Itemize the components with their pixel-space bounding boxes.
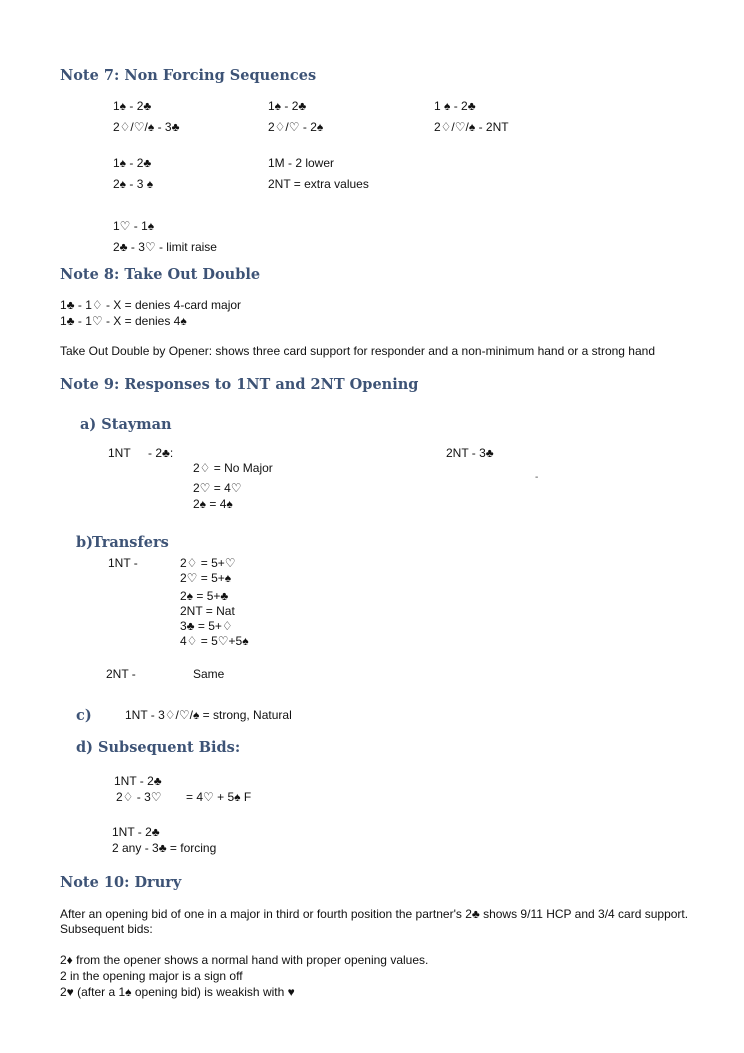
note10-line: 2 in the opening major is a sign off (60, 969, 243, 983)
subsequent-line: 1NT - 2♣ (112, 825, 160, 839)
note7-seq-text: 2NT = extra values (268, 177, 369, 191)
stayman-resp: - 2♣: (148, 446, 174, 460)
note7-heading: Note 7: Non Forcing Sequences (60, 67, 317, 84)
note7-seq-text: 1♠ - 2♣ (113, 156, 152, 170)
subsequent-line: 1NT - 2♣ (114, 774, 162, 788)
subsequent-line: 2♢ - 3♡ (116, 790, 162, 804)
note9-heading: Note 9: Responses to 1NT and 2NT Opening (60, 376, 419, 393)
subsequent-line: = 4♡ + 5♠ F (186, 790, 252, 804)
transfer-line: 4♢ = 5♡+5♠ (180, 634, 249, 648)
note8-heading: Note 8: Take Out Double (60, 266, 261, 283)
note8-line: Take Out Double by Opener: shows three card support for responder and a non-minimum hand or a strong hand (60, 344, 656, 358)
note10-line: 2♥ (after a 1♠ opening bid) is weakish with ♥ (60, 985, 295, 999)
note7-seq-text: 1 ♠ - 2♣ (434, 99, 476, 113)
note7-seq-text: 2♣ - 3♡ - limit raise (113, 240, 217, 254)
transfer-line: 2♠ = 5+♣ (180, 589, 229, 603)
section-c-text: 1NT - 3♢/♡/♠ = strong, Natural (125, 708, 292, 722)
stayman-reply: 2♡ = 4♡ (193, 481, 242, 495)
transfer-line: 3♣ = 5+♢ (180, 619, 233, 633)
note8-line: 1♣ - 1♢ - X = denies 4-card major (60, 298, 242, 312)
note7-seq-text: 2♢/♡/♠ - 3♣ (113, 120, 180, 134)
transfer-line: 2NT = Nat (180, 604, 235, 618)
transfer-line: 2♢ = 5+♡ (180, 556, 236, 570)
note7-seq-text: 2♢/♡ - 2♠ (268, 120, 324, 134)
note10-paragraph: Subsequent bids: (60, 922, 153, 936)
stayman-heading: a) Stayman (80, 416, 172, 433)
section-c-label: c) (76, 707, 92, 724)
note7-seq-text: 2♢/♡/♠ - 2NT (434, 120, 509, 134)
note7-seq-text: 1M - 2 lower (268, 156, 335, 170)
note10-line: 2♦ from the opener shows a normal hand with proper opening values. (60, 953, 429, 967)
note10-heading: Note 10: Drury (60, 874, 182, 891)
transfers-open-2nt: 2NT - (106, 667, 136, 681)
transfer-line: 2♡ = 5+♠ (180, 571, 232, 585)
stray-mark: - (535, 472, 539, 483)
stayman-open: 1NT (108, 446, 131, 460)
note7-seq-text: 1♡ - 1♠ (113, 219, 155, 233)
subsequent-line: 2 any - 3♣ = forcing (112, 841, 217, 855)
transfers-heading: Transfers (92, 534, 169, 551)
transfers-heading-prefix: b) (76, 534, 93, 551)
transfers-same: Same (193, 667, 225, 681)
note7-seq-text: 1♠ - 2♣ (268, 99, 307, 113)
subsequent-heading: d) Subsequent Bids: (76, 739, 241, 756)
stayman-reply: 2♢ = No Major (193, 461, 273, 475)
transfers-open: 1NT - (108, 556, 138, 570)
note8-line: 1♣ - 1♡ - X = denies 4♠ (60, 314, 187, 328)
note10-paragraph: After an opening bid of one in a major in third or fourth position the partner's 2♣ shows 9/11 HCP and 3/4 card support. (60, 907, 689, 921)
stayman-reply: 2♠ = 4♠ (193, 497, 233, 511)
note7-seq-text: 1♠ - 2♣ (113, 99, 152, 113)
stayman-2nt: 2NT - 3♣ (446, 446, 494, 460)
note7-seq-text: 2♠ - 3 ♠ (113, 177, 154, 191)
